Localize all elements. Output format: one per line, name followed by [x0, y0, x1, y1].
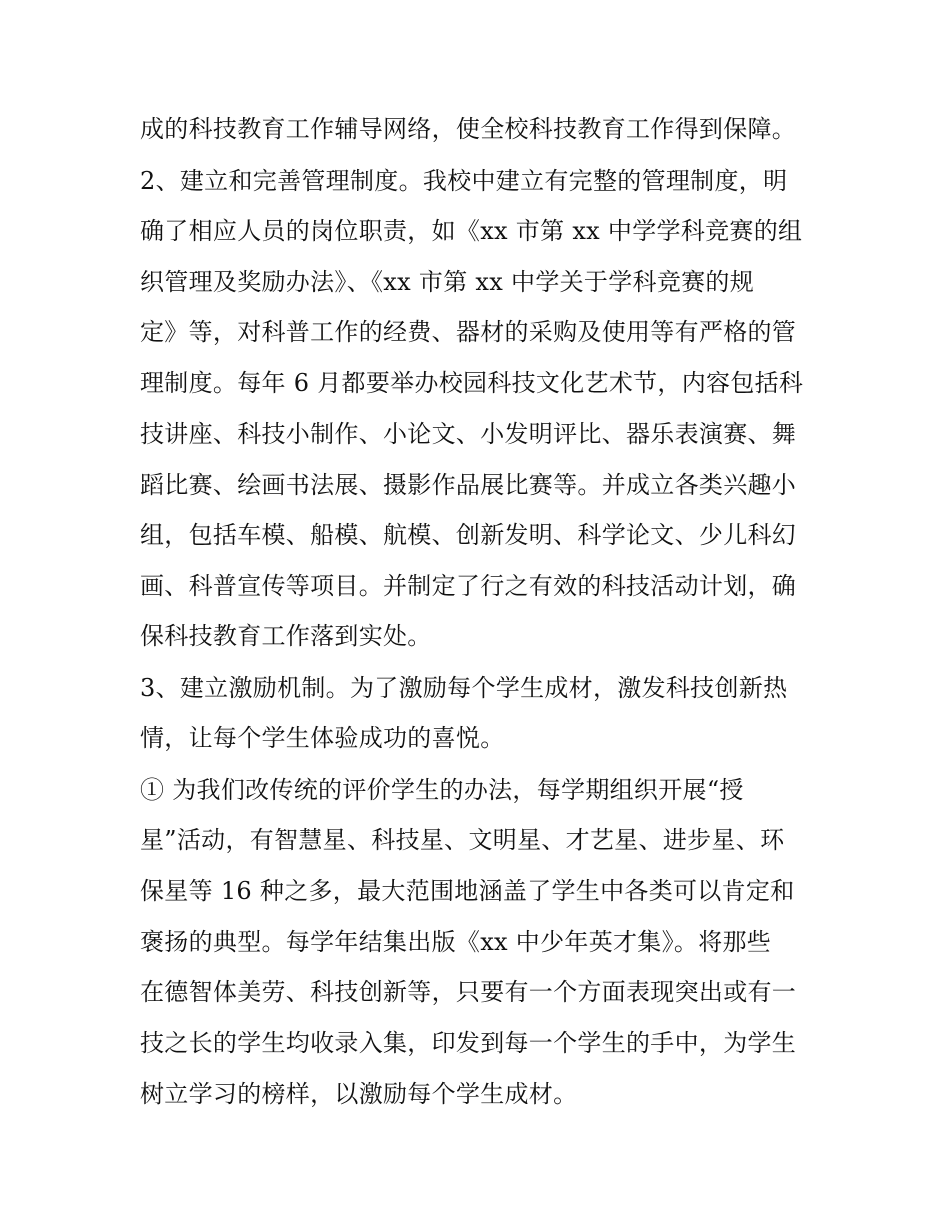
- text-line: 星”活动，有智慧星、科技星、文明星、才艺星、进步星、环: [140, 826, 785, 854]
- text-line: 画、科普宣传等项目。并制定了行之有效的科技活动计划，确: [140, 572, 797, 600]
- text-line: 理制度。每年 6 月都要举办校园科技文化艺术节，内容包括科: [140, 369, 804, 397]
- text-line: 情，让每个学生体验成功的喜悦。: [140, 724, 505, 752]
- text-line: 在德智体美劳、科技创新等，只要有一个方面表现突出或有一: [140, 978, 797, 1006]
- text-line: 2、建立和完善管理制度。我校中建立有完整的管理制度，明: [140, 167, 788, 195]
- text-line: 确了相应人员的岗位职责，如《xx 市第 xx 中学学科竞赛的组: [140, 217, 803, 245]
- text-line: 蹈比赛、绘画书法展、摄影作品展比赛等。并成立各类兴趣小: [140, 471, 797, 499]
- text-line: 技讲座、科技小制作、小论文、小发明评比、器乐表演赛、舞: [140, 420, 797, 448]
- text-line: 保科技教育工作落到实处。: [140, 622, 432, 650]
- text-line: 织管理及奖励办法》、《xx 市第 xx 中学关于学科竞赛的规: [140, 268, 755, 296]
- text-line: 技之长的学生均收录入集，印发到每一个学生的手中，为学生: [140, 1029, 797, 1057]
- text-line: 保星等 16 种之多，最大范围地涵盖了学生中各类可以肯定和: [140, 877, 795, 905]
- text-line: 树立学习的榜样，以激励每个学生成材。: [140, 1080, 578, 1108]
- text-line: 3、建立激励机制。为了激励每个学生成材，激发科技创新热: [140, 674, 788, 702]
- text-line: 定》等，对科普工作的经费、器材的采购及使用等有严格的管: [140, 318, 797, 346]
- text-line: 褒扬的典型。每学年结集出版《xx 中少年英才集》。将那些: [140, 928, 772, 956]
- text-line: 成的科技教育工作辅导网络，使全校科技教育工作得到保障。: [140, 115, 797, 143]
- text-line: ① 为我们改传统的评价学生的办法，每学期组织开展“授: [140, 776, 744, 804]
- text-line: 组，包括车模、船模、航模、创新发明、科学论文、少儿科幻: [140, 521, 797, 549]
